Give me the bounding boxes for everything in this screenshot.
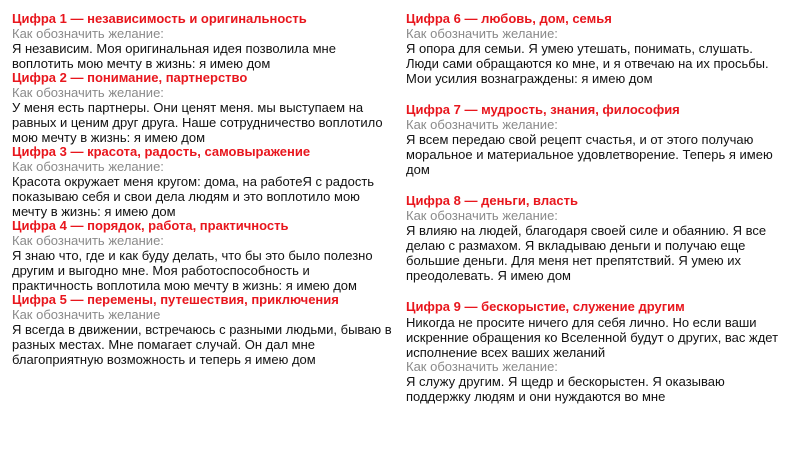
entry-title: Цифра 3 — красота, радость, самовыражение [12, 144, 311, 159]
entry-digit-5 [12, 293, 392, 367]
entry-subtitle: Как обозначить желание: [406, 358, 558, 374]
entry-digit-6 [406, 12, 788, 86]
entry-subtitle: Как обозначить желание: [12, 158, 164, 174]
entry-title: Цифра 6 — любовь, дом, семья [406, 11, 612, 26]
entry-subtitle: Как обозначить желание: [406, 207, 558, 223]
left-column [12, 12, 392, 367]
entry-text: Я знаю что, где и как буду делать, что бы это было полезно другим и выгодно мне. Моя работоспособность и практичность воплотила мою мечту в жизнь: я имею дом [12, 248, 373, 293]
entry-subtitle: Как обозначить желание: [12, 84, 164, 100]
entry-digit-3 [12, 145, 392, 219]
entry-title: Цифра 9 — бескорыстие, служение другим [406, 299, 685, 314]
entry-title: Цифра 5 — перемены, путешествия, приключения [12, 292, 339, 307]
entry-title: Цифра 8 — деньги, власть [406, 193, 578, 208]
entry-digit-2 [12, 71, 392, 145]
right-column [406, 12, 788, 404]
entry-digit-9 [406, 300, 788, 404]
entry-digit-7 [406, 103, 788, 177]
entry-digit-1 [12, 12, 392, 71]
entry-title: Цифра 4 — порядок, работа, практичность [12, 218, 289, 233]
entry-title: Цифра 7 — мудрость, знания, философия [406, 102, 680, 117]
entry-subtitle: Как обозначить желание: [12, 25, 164, 41]
entry-subtitle: Как обозначить желание [12, 306, 161, 322]
entry-text: Я влияю на людей, благодаря своей силе и обаянию. Я все делаю с размахом. Я вкладываю деньги и получаю еще большие деньги. Для меня нет препятствий. Я умею их преодолевать. Я имею дом [406, 223, 767, 283]
entry-title: Цифра 1 — независимость и оригинальность [12, 11, 307, 26]
entry-text: Красота окружает меня кругом: дома, на работеЯ с радость показываю себя и свои дела людям и это воплотило мою мечту в жизнь: я имею дом [12, 174, 375, 219]
entry-text: Я опора для семьи. Я умею утешать, понимать, слушать. Люди сами обращаются ко мне, и я отвечаю на их просьбы. Мои усилия вознаграждены: я имею дом [406, 41, 769, 86]
entry-subtitle: Как обозначить желание: [12, 232, 164, 248]
entry-subtitle: Как обозначить желание: [406, 25, 558, 41]
entry-text: Я служу другим. Я щедр и бескорыстен. Я оказываю поддержку людям и они нуждаются во мне [406, 374, 725, 404]
entry-intro-text: Никогда не просите ничего для себя лично. Но если ваши искренние обращения ко Вселенной будут о других, вас ждет исполнение всех ваших желаний [406, 314, 779, 360]
entry-text: Я независим. Моя оригинальная идея позволила мне воплотить мою мечту в жизнь: я имею дом [12, 41, 336, 71]
entry-text: Я всем передаю свой рецепт счастья, и от этого получаю моральное и материальное удовлетворение. Теперь я имею дом [406, 132, 773, 177]
entry-title: Цифра 2 — понимание, партнерство [12, 70, 248, 85]
entry-digit-4 [12, 219, 392, 293]
entry-subtitle: Как обозначить желание: [406, 116, 558, 132]
entry-text: У меня есть партнеры. Они ценят меня. мы выступаем на равных и ценим друг друга. Наше сотрудничество воплотило мою мечту в жизнь: я имею дом [12, 100, 383, 145]
entry-text: Я всегда в движении, встречаюсь с разными людьми, бываю в разных местах. Мне помагает случай. Он дал мне благоприятную возможность и теперь я имею дом [12, 322, 392, 367]
entry-digit-8 [406, 194, 788, 283]
